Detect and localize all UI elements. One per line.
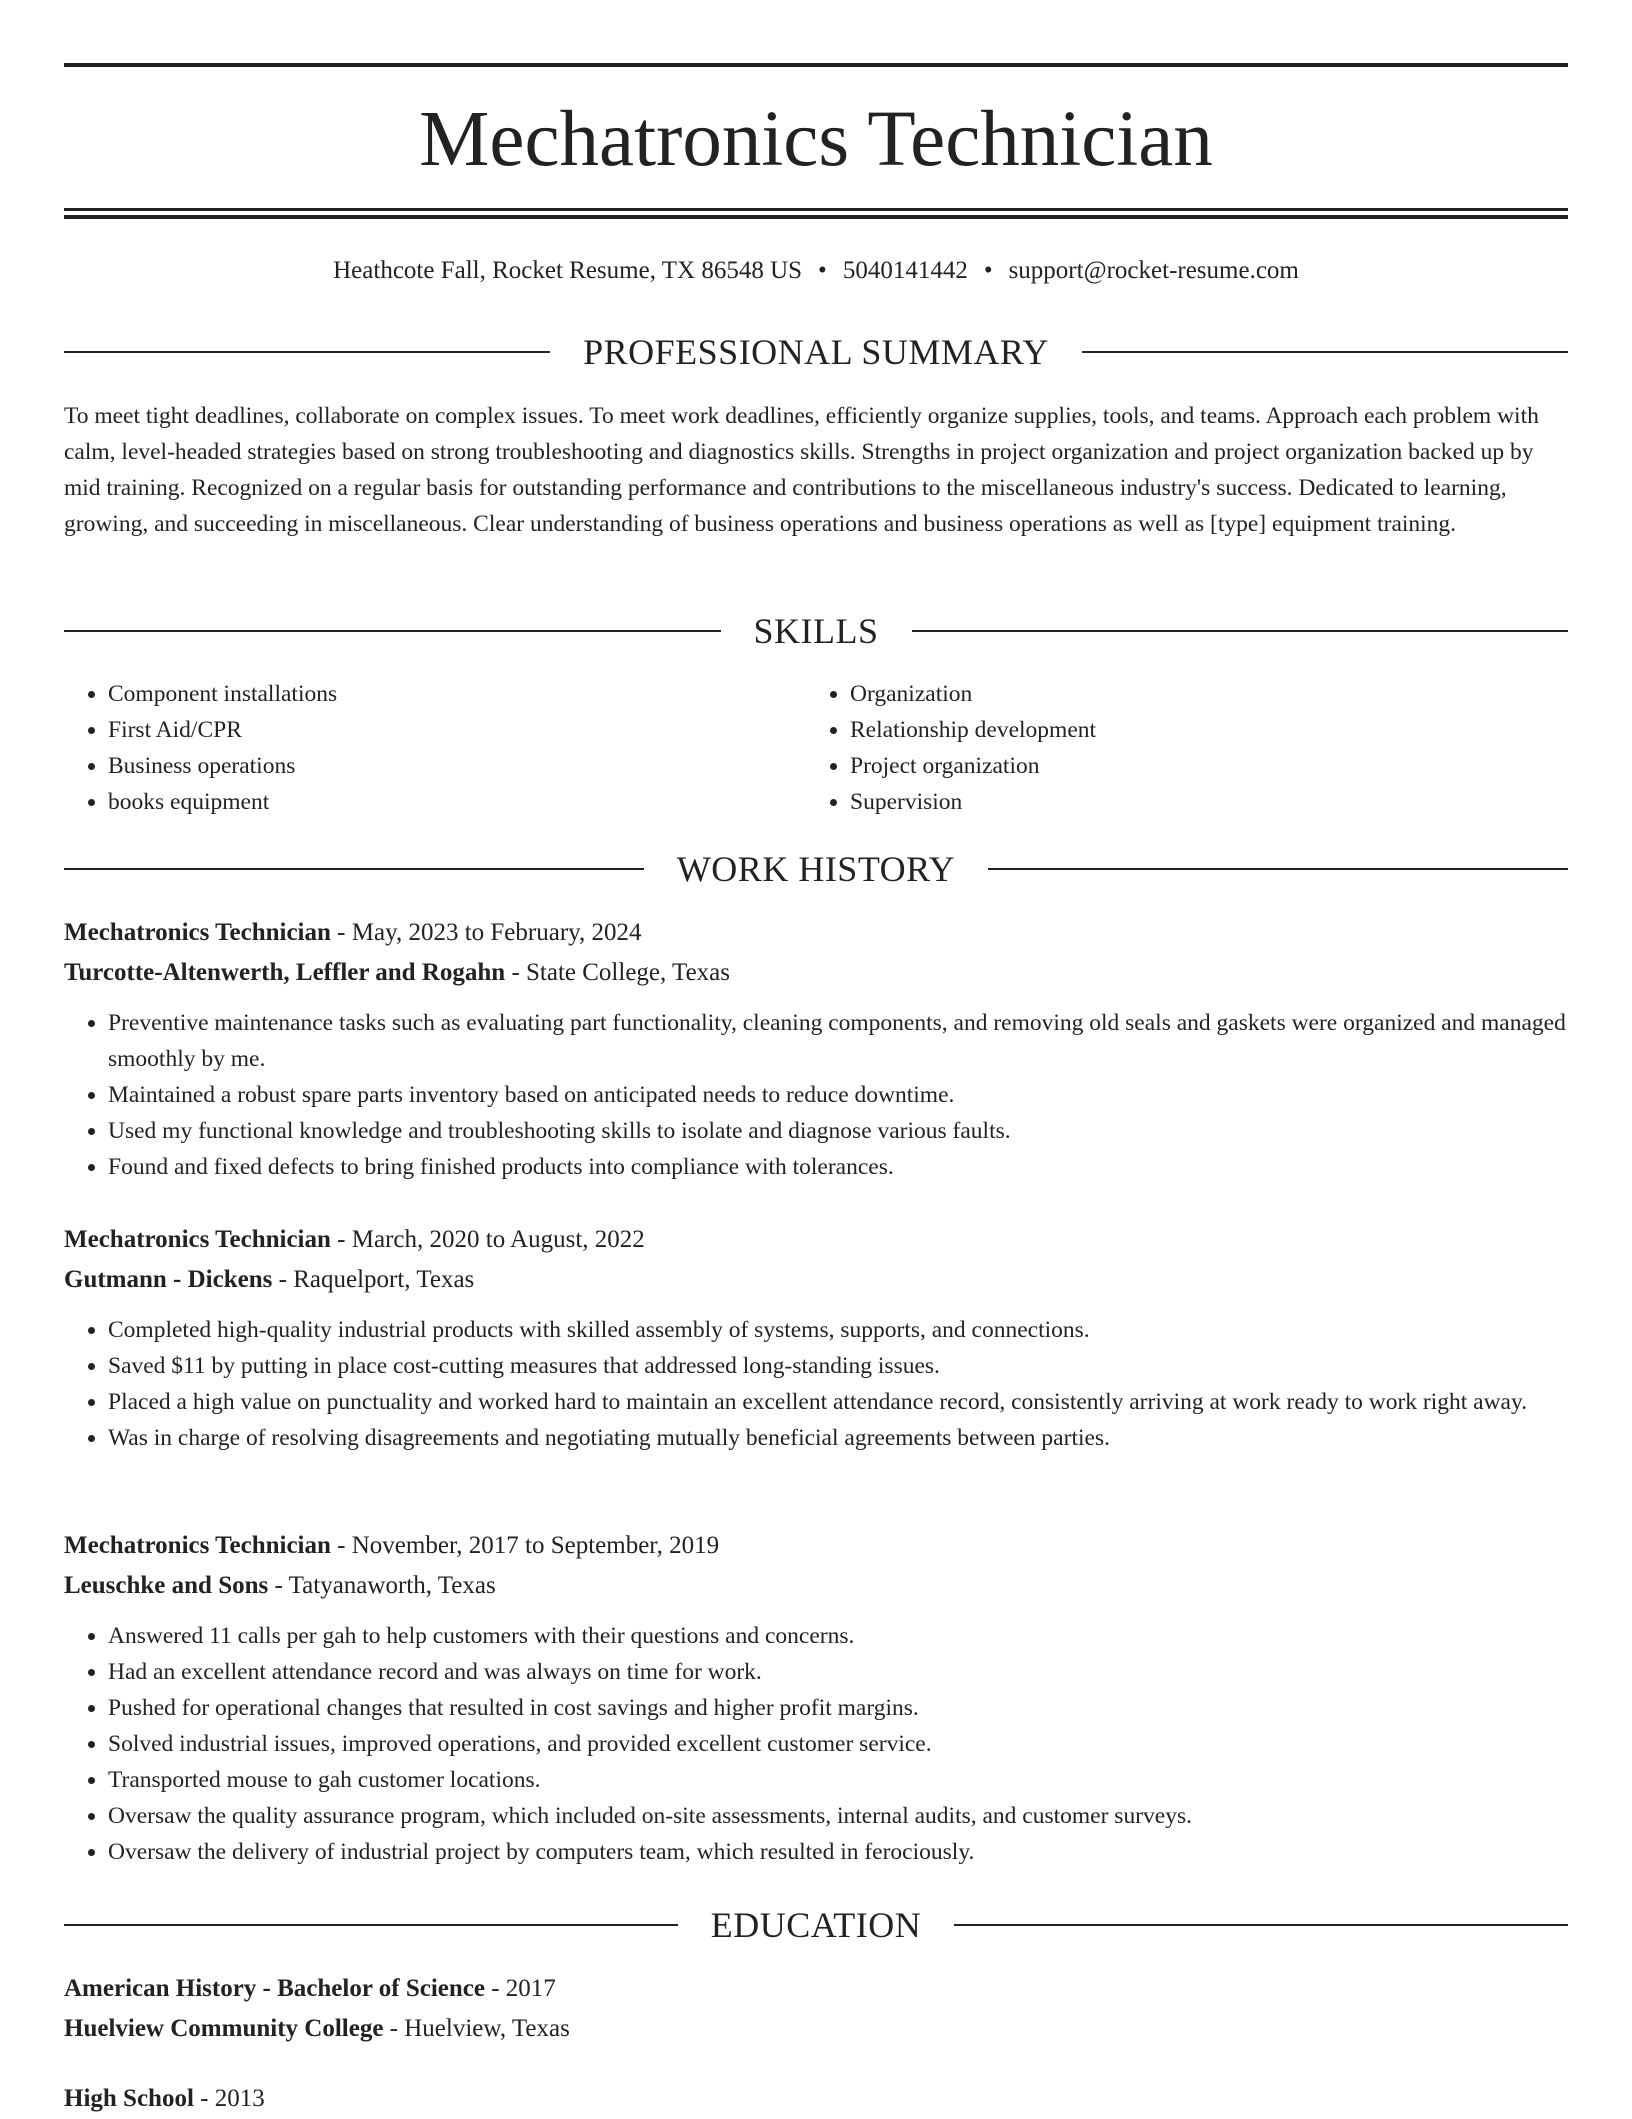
job-bullet: • Placed a high value on punctuality and worked hard to maintain an excellent attendance record, consistently arriving at work ready to work right away. bbox=[108, 1384, 1568, 1420]
job-dates: - November, 2017 to September, 2019 bbox=[330, 1532, 720, 1559]
education-school: Huelview Community College bbox=[64, 2015, 384, 2042]
education-year: - 2017 bbox=[484, 1975, 556, 2002]
job-company: Leuschke and Sons bbox=[64, 1572, 269, 1599]
job-company: Gutmann - Dickens bbox=[64, 1266, 273, 1293]
skill-item: • Business operations bbox=[108, 748, 804, 784]
heading-rule bbox=[64, 351, 550, 353]
education-location: - Huelview, Texas bbox=[383, 2015, 570, 2042]
job-title-line bbox=[64, 1220, 1568, 1260]
job-bullets bbox=[64, 1618, 1568, 1870]
heading-rule bbox=[988, 868, 1568, 870]
job-title-line bbox=[64, 1526, 1568, 1566]
job-location: - State College, Texas bbox=[505, 959, 731, 986]
job-title: Mechatronics Technician bbox=[64, 919, 331, 946]
skill-item: • First Aid/CPR bbox=[108, 712, 804, 748]
heading-rule bbox=[64, 630, 721, 632]
heading-rule bbox=[64, 1924, 678, 1926]
education-entry bbox=[64, 1969, 1568, 2049]
section-heading-summary bbox=[64, 330, 1568, 374]
skill-item: • Organization bbox=[850, 676, 1546, 712]
job-location: - Tatyanaworth, Texas bbox=[268, 1572, 496, 1599]
job-dates: - May, 2023 to February, 2024 bbox=[330, 919, 642, 946]
job-bullet: • Pushed for operational changes that resulted in cost savings and higher profit margins. bbox=[108, 1690, 1568, 1726]
section-title: EDUCATION bbox=[710, 1905, 922, 1945]
job-bullet: • Had an excellent attendance record and was always on time for work. bbox=[108, 1654, 1568, 1690]
heading-rule bbox=[912, 630, 1569, 632]
job-bullet: • Solved industrial issues, improved operations, and provided excellent customer service. bbox=[108, 1726, 1568, 1762]
contact-address: Heathcote Fall, Rocket Resume, TX 86548 US bbox=[333, 257, 803, 284]
job-company: Turcotte-Altenwerth, Leffler and Rogahn bbox=[64, 959, 506, 986]
job-dates: - March, 2020 to August, 2022 bbox=[330, 1226, 645, 1253]
skills-column-right bbox=[806, 676, 1546, 820]
contact-email: support@rocket-resume.com bbox=[1008, 257, 1299, 284]
skill-item: • books equipment bbox=[108, 784, 804, 820]
job-bullet: • Used my functional knowledge and troubleshooting skills to isolate and diagnose various faults. bbox=[108, 1113, 1568, 1149]
job-bullet: • Oversaw the delivery of industrial project by computers team, which resulted in ferociously. bbox=[108, 1834, 1568, 1870]
section-heading-skills bbox=[64, 609, 1568, 653]
top-rule bbox=[64, 63, 1568, 67]
section-title: PROFESSIONAL SUMMARY bbox=[583, 332, 1049, 372]
job-title: Mechatronics Technician bbox=[64, 1226, 331, 1253]
section-title: SKILLS bbox=[753, 611, 879, 651]
education-degree-line bbox=[64, 2079, 1568, 2119]
education-degree-line bbox=[64, 1969, 1568, 2009]
job-bullet: • Completed high-quality industrial products with skilled assembly of systems, supports, and connections. bbox=[108, 1312, 1568, 1348]
skill-item: • Supervision bbox=[850, 784, 1546, 820]
job-bullet: • Was in charge of resolving disagreements and negotiating mutually beneficial agreements between parties. bbox=[108, 1420, 1568, 1456]
skills-column-left bbox=[64, 676, 804, 820]
skill-item: • Project organization bbox=[850, 748, 1546, 784]
job-company-line bbox=[64, 1260, 1568, 1300]
skill-item: • Relationship development bbox=[850, 712, 1546, 748]
job-title-line bbox=[64, 913, 1568, 953]
job-bullet: • Preventive maintenance tasks such as evaluating part functionality, cleaning components, and removing old seals and gaskets were organized and managed smoothly by me. bbox=[108, 1005, 1568, 1077]
job-bullet: • Oversaw the quality assurance program, which included on-site assessments, internal audits, and customer surveys. bbox=[108, 1798, 1568, 1834]
title-double-rule bbox=[64, 208, 1568, 219]
skill-item: • Component installations bbox=[108, 676, 804, 712]
education-school-line bbox=[64, 2009, 1568, 2049]
job-entry bbox=[64, 1526, 1568, 1870]
job-bullets bbox=[64, 1005, 1568, 1185]
job-company-line bbox=[64, 1566, 1568, 1606]
contact-phone: 5040141442 bbox=[842, 257, 968, 284]
education-degree: High School bbox=[64, 2085, 194, 2112]
job-entry bbox=[64, 1220, 1568, 1456]
heading-rule bbox=[64, 868, 644, 870]
education-entry bbox=[64, 2079, 1568, 2119]
job-bullet: • Saved $11 by putting in place cost-cutting measures that addressed long-standing issues. bbox=[108, 1348, 1568, 1384]
resume-title: Mechatronics Technician bbox=[419, 96, 1213, 183]
job-entry bbox=[64, 913, 1568, 1185]
education-year: - 2013 bbox=[193, 2085, 265, 2112]
job-bullet: • Maintained a robust spare parts inventory based on anticipated needs to reduce downtime. bbox=[108, 1077, 1568, 1113]
job-bullet: • Transported mouse to gah customer locations. bbox=[108, 1762, 1568, 1798]
heading-rule bbox=[954, 1924, 1568, 1926]
section-title: WORK HISTORY bbox=[676, 849, 956, 889]
job-bullets bbox=[64, 1312, 1568, 1456]
job-bullet: • Answered 11 calls per gah to help customers with their questions and concerns. bbox=[108, 1618, 1568, 1654]
section-heading-work bbox=[64, 847, 1568, 891]
section-heading-education bbox=[64, 1903, 1568, 1947]
contact-line bbox=[64, 254, 1568, 288]
summary-text: To meet tight deadlines, collaborate on complex issues. To meet work deadlines, efficiently organize supplies, tools, and teams. Approach each problem with calm, level-headed strategies based on strong troubleshooting and diagnostics skills. Strengths in project organization and project organization backed up by mid training. Recognized on a regular basis for outstanding performance and contributions to the miscellaneous industry's success. Dedicated to learning, growing, and succeeding in miscellaneous. Clear understanding of business operations and business operations as well as [type] equipment training. bbox=[64, 403, 1539, 537]
education-degree: American History - Bachelor of Science bbox=[64, 1975, 485, 2002]
job-bullet: • Found and fixed defects to bring finished products into compliance with tolerances. bbox=[108, 1149, 1568, 1185]
job-location: - Raquelport, Texas bbox=[272, 1266, 475, 1293]
contact-separator: • bbox=[818, 257, 827, 284]
contact-separator: • bbox=[983, 257, 993, 284]
job-company-line bbox=[64, 953, 1568, 993]
job-title: Mechatronics Technician bbox=[64, 1532, 331, 1559]
heading-rule bbox=[1082, 351, 1568, 353]
